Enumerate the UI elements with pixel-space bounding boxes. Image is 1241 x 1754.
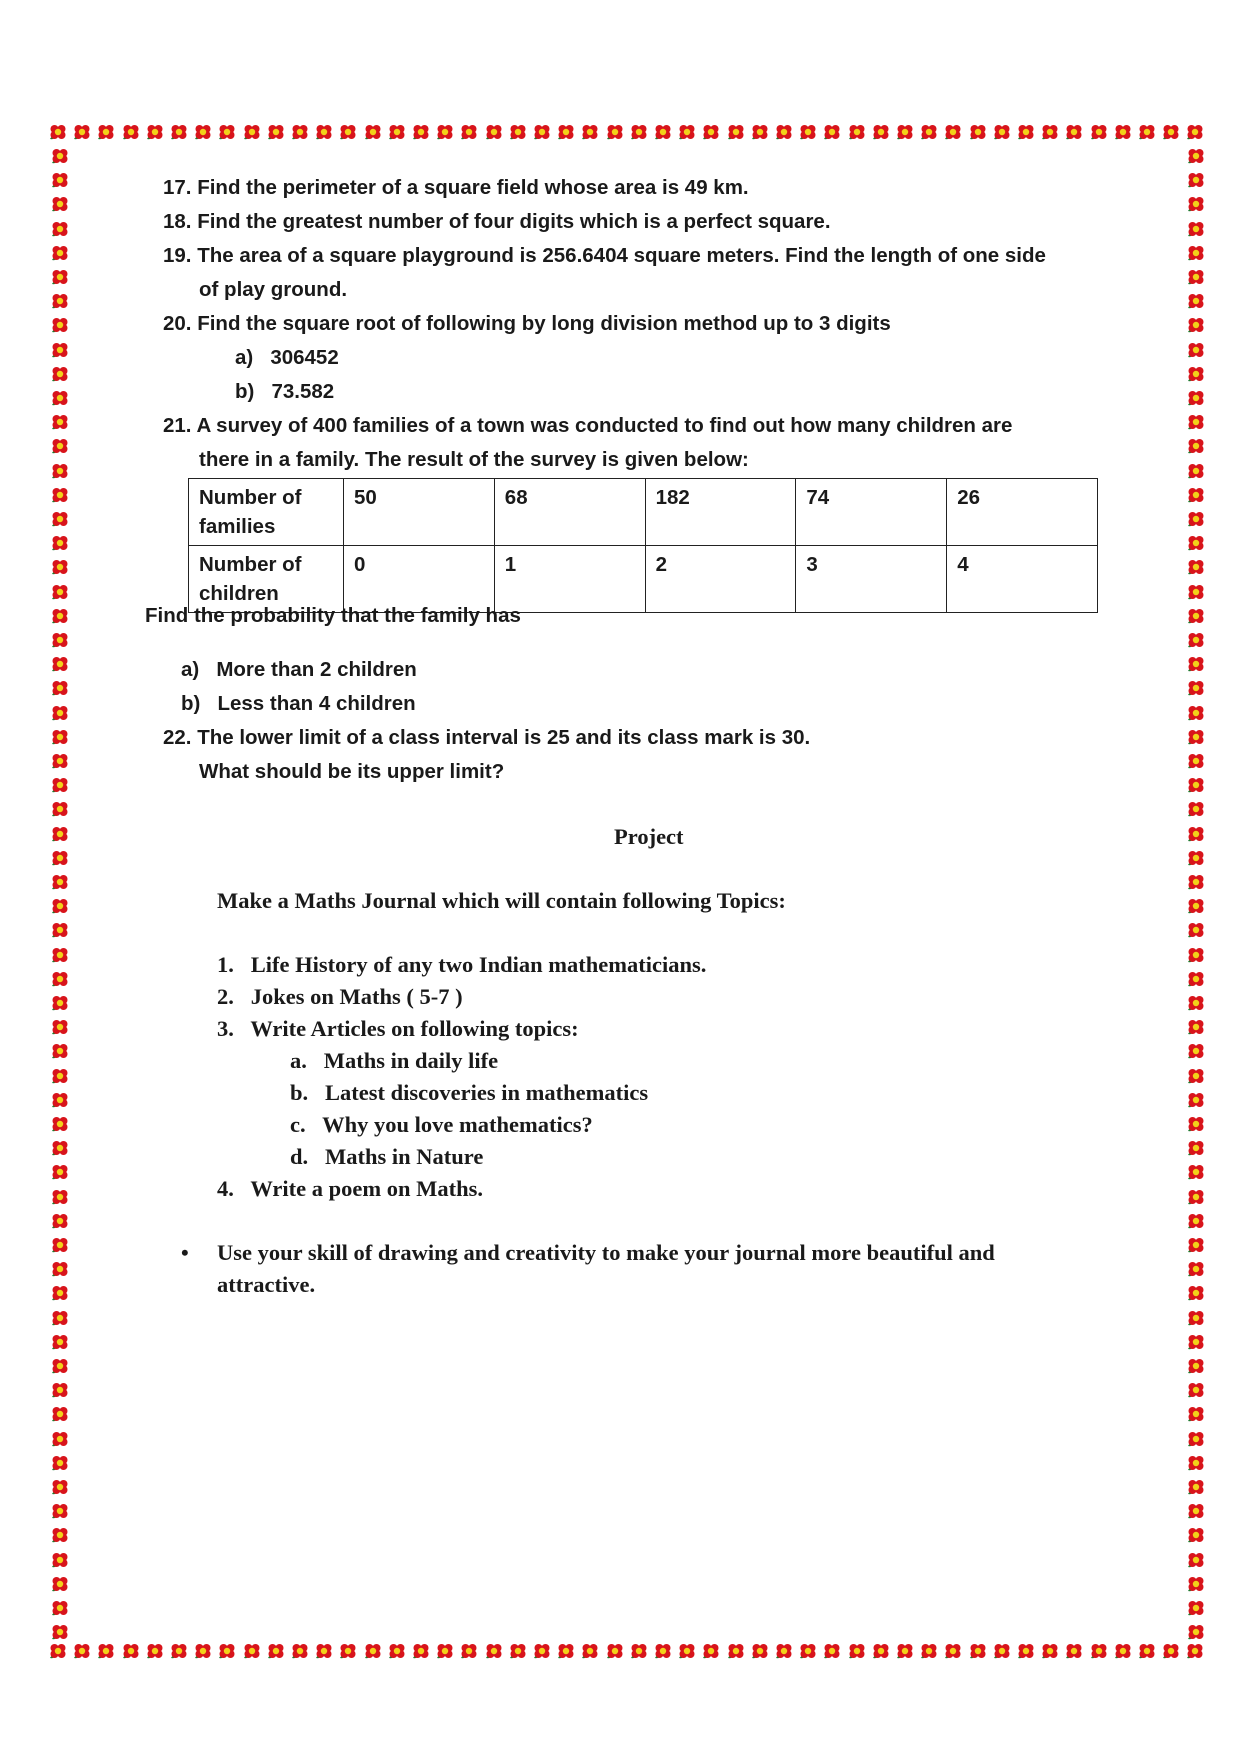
subitem-text: Why you love mathematics?	[322, 1112, 593, 1137]
question-20-part-a	[235, 346, 339, 370]
question-text: A survey of 400 families of a town was conducted to find out how many children are	[196, 414, 1013, 437]
question-text: Find the greatest number of four digits which is a perfect square.	[197, 210, 831, 233]
table-cell: 26	[947, 479, 1098, 546]
bullet-text: Use your skill of drawing and creativity to make your journal more beautiful and	[217, 1240, 995, 1265]
table-cell: 4	[947, 546, 1098, 613]
project-item-2	[217, 984, 463, 1010]
project-item-1	[217, 952, 706, 978]
question-18	[163, 210, 831, 234]
question-21-continued: there in a family. The result of the survey is given below:	[199, 448, 749, 471]
question-19	[163, 244, 1046, 268]
part-label: a)	[235, 346, 254, 369]
project-subitem-b	[290, 1080, 648, 1106]
part-text: Less than 4 children	[217, 692, 416, 715]
subitem-text: Maths in daily life	[323, 1048, 499, 1073]
table-row	[189, 546, 1098, 613]
question-text: The lower limit of a class interval is 25 and its class mark is 30.	[197, 726, 811, 749]
question-21	[163, 414, 1012, 438]
question-19-continued: of play ground.	[199, 278, 348, 301]
table-cell: 0	[344, 546, 495, 613]
table-row	[189, 479, 1098, 546]
question-number: 18.	[163, 210, 192, 233]
question-text: Find the perimeter of a square field whose area is 49 km.	[197, 176, 749, 199]
row-header-families	[189, 479, 344, 546]
part-text: More than 2 children	[216, 658, 417, 681]
part-value: 306452	[270, 346, 339, 369]
project-subitem-a	[290, 1048, 498, 1074]
subitem-label: b.	[290, 1080, 309, 1105]
header-line: Number of	[199, 486, 302, 509]
question-17	[163, 176, 749, 200]
item-text: Jokes on Maths ( 5-7 )	[250, 984, 463, 1009]
question-number: 19.	[163, 244, 192, 267]
subitem-text: Maths in Nature	[325, 1144, 484, 1169]
survey-table	[188, 478, 1098, 613]
table-cell: 2	[645, 546, 796, 613]
part-value: 73.582	[271, 380, 335, 403]
project-item-4	[217, 1176, 483, 1202]
item-text: Write Articles on following topics:	[250, 1016, 579, 1041]
subitem-label: a.	[290, 1048, 307, 1073]
item-text: Life History of any two Indian mathematicians.	[250, 952, 707, 977]
item-number: 2.	[217, 984, 234, 1009]
subitem-label: d.	[290, 1144, 309, 1169]
table-cell: 3	[796, 546, 947, 613]
item-text: Write a poem on Maths.	[250, 1176, 484, 1201]
table-cell: 1	[494, 546, 645, 613]
question-20	[163, 312, 891, 336]
question-number: 21.	[163, 414, 192, 437]
bullet-icon: •	[181, 1240, 189, 1265]
table-cell: 182	[645, 479, 796, 546]
item-number: 4.	[217, 1176, 234, 1201]
question-21-part-b	[181, 692, 416, 716]
subitem-label: c.	[290, 1112, 306, 1137]
question-22	[163, 726, 810, 750]
part-label: b)	[181, 692, 201, 715]
row-header-children	[189, 546, 344, 613]
item-number: 1.	[217, 952, 234, 977]
part-label: a)	[181, 658, 200, 681]
probability-prompt: Find the probability that the family has	[145, 604, 521, 627]
question-20-part-b	[235, 380, 334, 404]
question-22-continued: What should be its upper limit?	[199, 760, 505, 783]
project-intro: Make a Maths Journal which will contain following Topics:	[217, 888, 786, 913]
project-subitem-d	[290, 1144, 483, 1170]
project-subitem-c	[290, 1112, 593, 1138]
part-label: b)	[235, 380, 255, 403]
header-line: families	[199, 515, 276, 538]
question-text: Find the square root of following by long division method up to 3 digits	[197, 312, 891, 335]
subitem-text: Latest discoveries in mathematics	[325, 1080, 649, 1105]
question-number: 17.	[163, 176, 192, 199]
question-number: 20.	[163, 312, 192, 335]
question-text: The area of a square playground is 256.6404 square meters. Find the length of one side	[197, 244, 1046, 267]
project-item-3	[217, 1016, 579, 1042]
table-cell: 74	[796, 479, 947, 546]
table-cell: 50	[344, 479, 495, 546]
question-21-part-a	[181, 658, 417, 682]
table-cell: 68	[494, 479, 645, 546]
question-number: 22.	[163, 726, 192, 749]
bullet-text-continued: attractive.	[217, 1272, 316, 1297]
project-title: Project	[614, 824, 684, 849]
header-line: children	[199, 582, 279, 605]
item-number: 3.	[217, 1016, 234, 1041]
header-line: Number of	[199, 553, 302, 576]
